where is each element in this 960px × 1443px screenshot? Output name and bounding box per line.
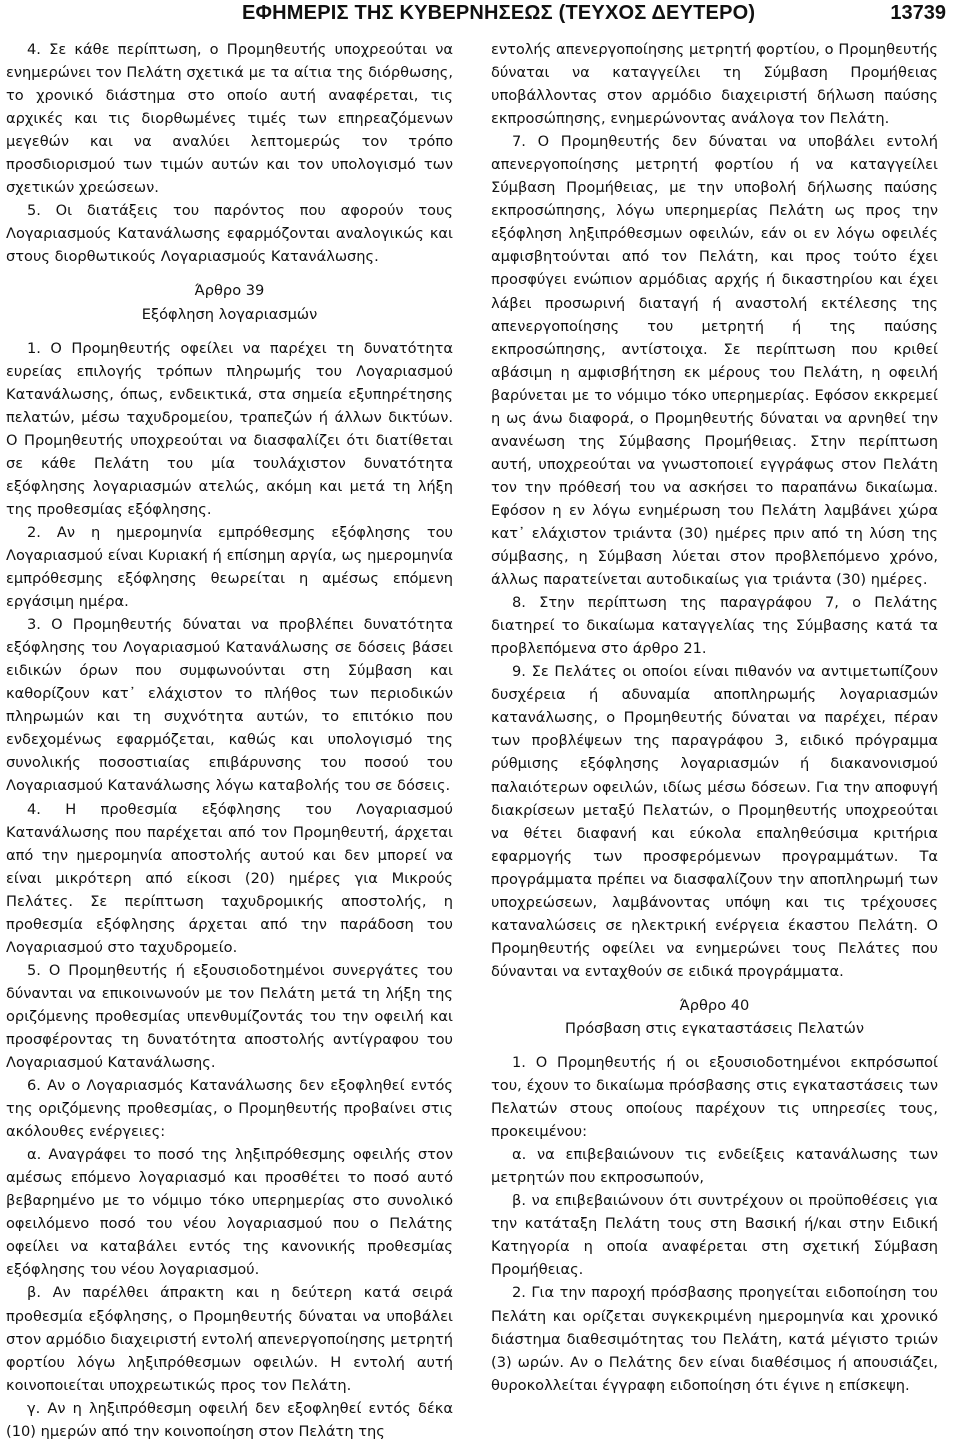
paragraph: 7. Ο Προμηθευτής δεν δύναται να υποβάλει εντολή απενεργοποίησης μετρητή φορτίου ή να καταγγείλει Σύμβαση Προμήθειας, με την υποβολή δήλωσης παύσης εκπροσώπησης, λόγω υπερημερίας Πελάτη ως προς την εξόφληση ληξιπρόθεσμων οφειλών, εάν οι εν λόγω οφειλές αμφισβητούνται από τον Πελάτη, και προς τούτο έχει προσφύγει ενώπιον αρμόδιας αρχής ή δικαστηρίου και έχει λάβει προσωρινή διαταγή ή αναστολή εκτέλεσης της απενεργοποίησης του μετρητή ή της παύσης εκπροσώπησης, αντίστοιχα. Σε περίπτωση που κριθεί αβάσιμη η αμφισβήτηση εκ μέρους του Πελάτη, η οφειλή βαρύνεται με το νόμιμο τόκο υπερημερίας. Εφόσον εκκρεμεί η ως άνω διαφορά, ο Προμηθευτής δύναται να αρνηθεί την ανανέωση της Σύμβασης Προμήθειας. Στην περίπτωση αυτή, υποχρεούται να γνωστοποιεί εγγράφως στον Πελάτη τον την πρόθεσή του να ασκήσει το παραπάνω δικαίωμα. Εφόσον η εν λόγω ενημέρωση του Πελάτη λαμβάνει χώρα κατ᾽ ελάχιστον τριάντα (30) ημέρες πριν από τη λύση της σύμβασης, η Σύμβαση λύεται στον προβλεπόμενο χρόνο, άλλως παρατείνεται αυτοδικαίως για τριάντα (30) ημέρες. [491,133,938,589]
article-title: Εξόφληση λογαριασμών [141,305,318,323]
page-number: 13739 [890,2,946,24]
paragraph: 2. Για την παροχή πρόσβασης προηγείται ειδοποίηση του Πελάτη και ορίζεται συγκεκριμένη ημερομηνία και χρονικό διάστημα διαθεσιμότητας του Πελάτη, κατά μέγιστο τριών (3) ωρών. Αν ο Πελάτης δεν είναι διαθέσιμος ή απουσιάζει, θυροκολλείται έγγραφη ειδοποίηση ότι έγινε η επίσκεψη. [491,1284,938,1394]
paragraph: α. να επιβεβαιώνουν τις ενδείξεις κατανάλωσης των μετρητών που εκπροσωπούν, [491,1146,938,1187]
paragraph: 1. Ο Προμηθευτής οφείλει να παρέχει τη δυνατότητα ευρείας επιλογής τρόπων πληρωμής του Λογαριασμού Κατανάλωσης, όπως, ενδεικτικά, στα σημεία εξυπηρέτησης πελατών, μέσω ταχυδρομείου, τραπεζών ή άλλων δικτύων. Ο Προμηθευτής υποχρεούται να διασφαλίζει ότι διατίθεται σε κάθε Πελάτη του μία τουλάχιστον δυνατότητα εξόφλησης λογαριασμών ατελώς, ακόμη και μετά τη λήξη της προθεσμίας εξόφλησης. [6,339,453,518]
article-number: Άρθρο 39 [194,282,265,300]
paragraph: 6. Αν ο Λογαριασμός Κατανάλωσης δεν εξοφληθεί εντός της οριζόμενης προθεσμίας, ο Προμηθευτής προβαίνει στις ακόλουθες ενέργειες: [6,1077,453,1141]
paragraph: 1. Ο Προμηθευτής ή οι εξουσιοδοτημένοι εκπρόσωποί του, έχουν το δικαίωμα πρόσβασης στις εγκαταστάσεις των Πελατών στους οποίους παρέχουν τις υπηρεσίες τους, προκειμένου: [491,1054,938,1141]
paragraph: γ. Αν η ληξιπρόθεσμη οφειλή δεν εξοφληθεί εντός δέκα (10) ημερών από την κοινοποίηση στον Πελάτη της [6,1399,453,1440]
paragraph: β. να επιβεβαιώνουν ότι συντρέχουν οι προϋποθέσεις για την κατάταξη Πελάτη τους στη Βασική ή/και στην Ειδική Κατηγορία η οποία αναφέρεται στη σχετική Σύμβαση Προμήθειας. [491,1192,938,1279]
paragraph: α. Αναγράφει το ποσό της ληξιπρόθεσμης οφειλής στον αμέσως επόμενο λογαριασμό και προσθέτει το ποσό αυτό βεβαρημένο με το νόμιμο τόκο υπερημερίας στο συνολικό οφειλόμενο ποσό του νέου λογαριασμού που ο Πελάτης οφείλει να καταβάλει εντός της κανονικής προθεσμίας εξόφλησης του νέου λογαριασμού. [6,1146,453,1279]
paragraph: 3. Ο Προμηθευτής δύναται να προβλέπει δυνατότητα εξόφλησης του Λογαριασμού Κατανάλωσης σε δόσεις βάσει ειδικών όρων που συμφωνούνται στη Σύμβαση και καθορίζουν κατ᾽ ελάχιστον το πλήθος των περιοδικών πληρωμών και τη συχνότητα αυτών, το επιτόκιο που ενδεχομένως εφαρμόζεται, καθώς και υπολογισμό της συνολικής ποσοστιαίας επιβάρυνσης του ποσού του Λογαριασμού Κατανάλωσης λόγω καταβολής του σε δόσεις. [6,616,453,795]
paragraph: 2. Αν η ημερομηνία εμπρόθεσμης εξόφλησης του Λογαριασμού είναι Κυριακή ή επίσημη αργία, ως ημερομηνία εμπρόθεσμης εξόφλησης θεωρείται η αμέσως επόμενη εργάσιμη ημέρα. [6,523,453,611]
left-column [6,38,453,1443]
paragraph: εντολής απενεργοποίησης μετρητή φορτίου, ο Προμηθευτής δύναται να καταγγείλει τη Σύμβαση Προμήθειας υποβάλλοντας στον αρμόδιο διαχειριστή δήλωση παύσης εκπροσώπησης, ενημερώνοντας ανάλογα τον Πελάτη. [491,41,938,128]
paragraph: 8. Στην περίπτωση της παραγράφου 7, ο Πελάτης διατηρεί το δικαίωμα καταγγελίας της Σύμβασης κατά τα προβλεπόμενα στο άρθρο 21. [491,594,938,658]
paragraph: 4. Η προθεσμία εξόφλησης του Λογαριασμού Κατανάλωσης που παρέχεται από τον Προμηθευτή, άρχεται από την ημερομηνία αποστολής αυτού και δεν μπορεί να είναι μικρότερη από είκοσι (20) ημέρες για Μικρούς Πελάτες. Σε περίπτωση ταχυδρομικής αποστολής, η προθεσμία εξόφλησης άρχεται από την παράδοση του Λογαριασμού στο ταχυδρομείο. [6,800,453,956]
page-header [0,0,960,36]
paragraph: 9. Σε Πελάτες οι οποίοι είναι πιθανόν να αντιμετωπίζουν δυσχέρεια ή αδυναμία αποπληρωμής λογαριασμών κατανάλωσης, ο Προμηθευτής δύναται να παρέχει, πέραν των προβλέψεων της παραγράφου 3, ειδικό πρόγραμμα ρύθμισης εξόφλησης λογαριασμών ή διακανονισμού παλαιότερων οφειλών, ιδίως μέσω δόσεων. Για την αποφυγή διακρίσεων μεταξύ Πελατών, ο Προμηθευτής υποχρεούται να θέτει διαφανή και εύκολα επαληθεύσιμα κριτήρια εφαρμογής των προσφερόμενων προγραμμάτων. Τα προγράμματα πρέπει να διασφαλίζουν την αποπληρωμή των υποχρεώσεων, λαμβάνοντας υπόψη και τις τρέχουσες καταναλώσεις σε ηλεκτρική ενέργεια έκαστου Πελάτη. Ο Προμηθευτής οφείλει να ενημερώνει τους Πελάτες που δύνανται να ενταχθούν σε ειδικά προγράμματα. [491,663,938,980]
paragraph: 5. Ο Προμηθευτής ή εξουσιοδοτημένοι συνεργάτες του δύνανται να επικοινωνούν με τον Πελάτη μετά τη λήξη της οριζόμενης προθεσμίας υπενθυμίζοντάς του την οφειλή και προσφέροντας τη δυνατότητα αποστολής αντίγραφου του Λογαριασμού Κατανάλωσης. [6,961,453,1072]
article-title: Πρόσβαση στις εγκαταστάσεις Πελατών [564,1019,865,1037]
paragraph: 4. Σε κάθε περίπτωση, ο Προμηθευτής υποχρεούται να ενημερώνει τον Πελάτη σχετικά με τα αίτια της διόρθωσης, το χρονικό διάστημα στο οποίο αυτή αναφέρεται, τις αρχικές και τις διορθωμένες τιμές των επηρεαζόμενων μεγεθών και να αναλύει λεπτομερώς τον τρόπο προσδιορισμού των τιμών αυτών και τον υπολογισμό των σχετικών χρεώσεων. [6,41,453,197]
right-column [491,38,938,1397]
article-number: Άρθρο 40 [679,996,750,1014]
paragraph: 5. Οι διατάξεις του παρόντος που αφορούν τους Λογαριασμούς Κατανάλωσης εφαρμόζονται αναλογικώς και στους διορθωτικούς Λογαριασμούς Κατανάλωσης. [6,202,453,266]
gazette-title: ΕΦΗΜΕΡΙΣ ΤΗΣ ΚΥΒΕΡΝΗΣΕΩΣ (ΤΕΥΧΟΣ ΔΕΥΤΕΡΟ) [242,2,756,24]
paragraph: β. Αν παρέλθει άπρακτη και η δεύτερη κατά σειρά προθεσμία εξόφλησης, ο Προμηθευτής δύναται να υποβάλει στον αρμόδιο διαχειριστή εντολή απενεργοποίησης μετρητή φορτίου λόγω ληξιπρόθεσμων οφειλών. Η εντολή αυτή κοινοποιείται υποχρεωτικώς προς τον Πελάτη. [6,1284,453,1394]
